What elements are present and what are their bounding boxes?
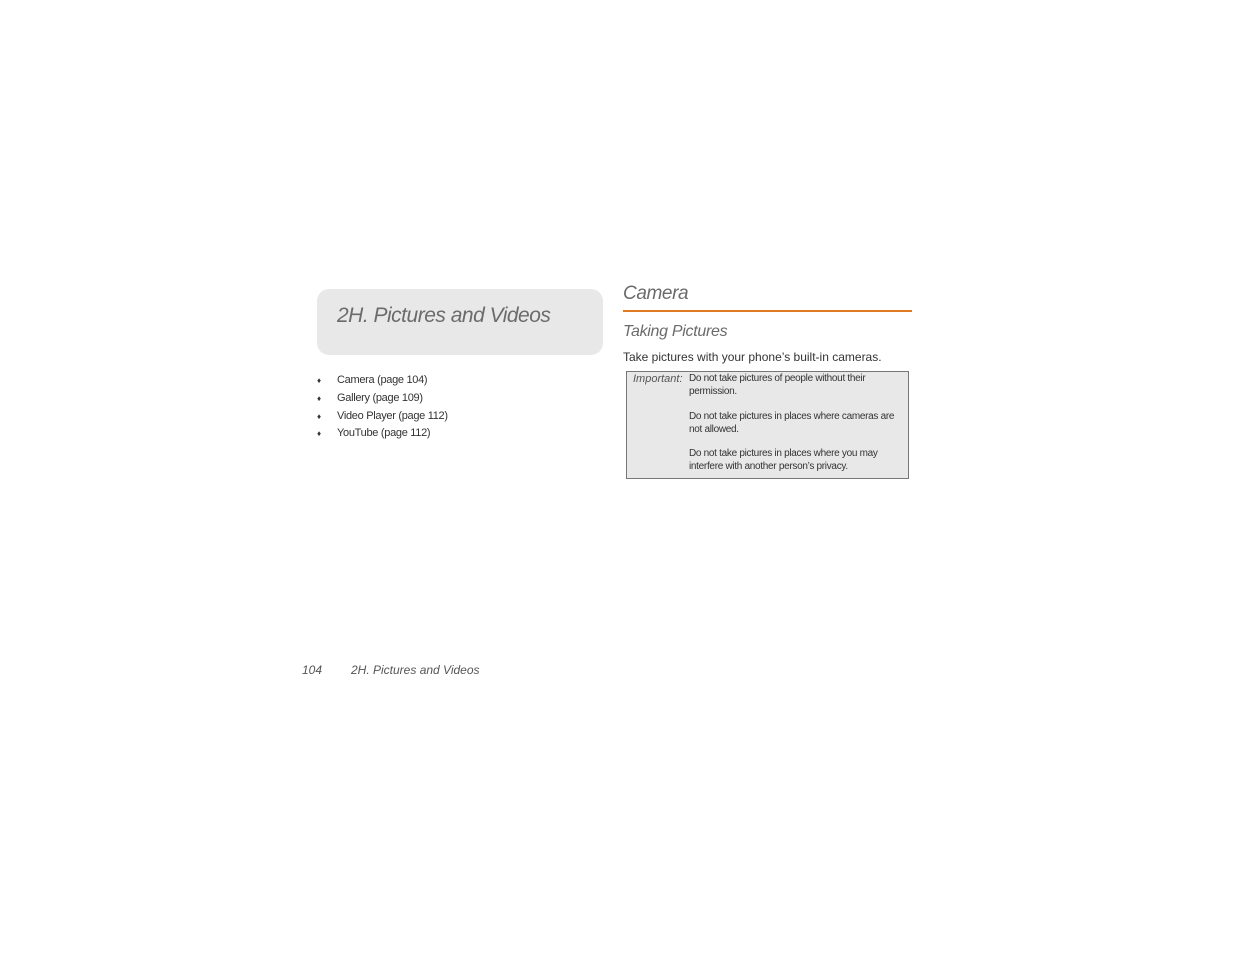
toc-item-label: Video Player (page 112) (337, 409, 448, 422)
diamond-bullet-icon: ♦ (317, 376, 321, 385)
intro-paragraph: Take pictures with your phone’s built-in cameras. (623, 350, 882, 364)
important-item: Do not take pictures in places where you may interfere with another person’s privacy. (689, 448, 878, 472)
important-label: Important: (633, 373, 683, 385)
chapter-title: 2H. Pictures and Videos (337, 304, 551, 327)
toc-item-label: Camera (page 104) (337, 374, 428, 386)
footer-page-number: 104 (302, 663, 323, 677)
important-item: Do not take pictures in places where cameras are not allowed. (689, 411, 895, 435)
diamond-bullet-icon: ♦ (317, 411, 321, 421)
important-note-box (626, 371, 909, 479)
toc-item-label: Gallery (page 109) (337, 391, 423, 404)
chapter-header-box (317, 289, 603, 355)
subsection-title: Taking Pictures (623, 323, 728, 340)
diamond-bullet-icon: ♦ (317, 429, 321, 439)
toc-item-label: YouTube (page 112) (337, 427, 431, 440)
footer-chapter-title: 2H. Pictures and Videos (351, 663, 480, 677)
section-title: Camera (623, 283, 689, 304)
diamond-bullet-icon: ♦ (317, 393, 321, 403)
section-divider (623, 310, 912, 312)
important-item: Do not take pictures of people without their permission. (689, 373, 866, 397)
